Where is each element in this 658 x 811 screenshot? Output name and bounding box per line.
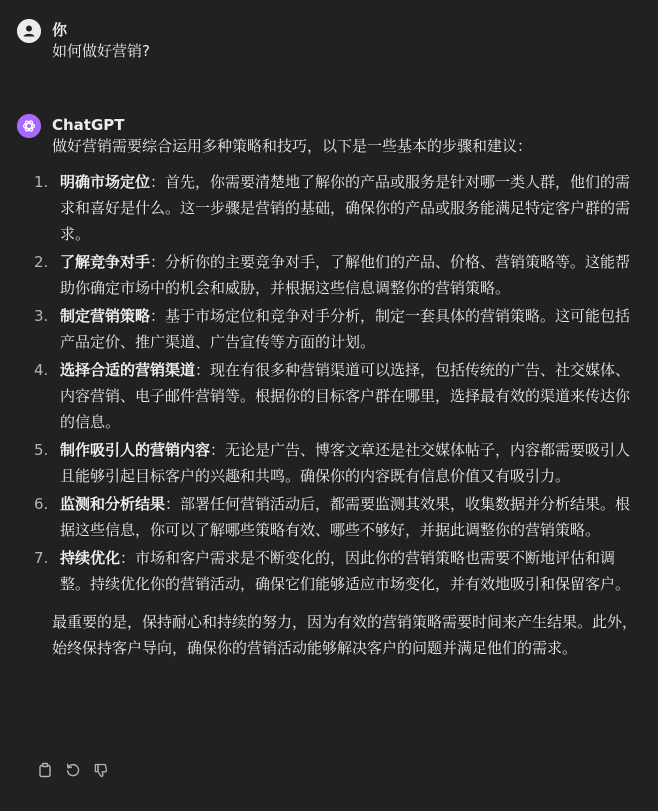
list-item-number: 4. — [34, 361, 49, 379]
thumbs-down-button[interactable] — [91, 760, 111, 780]
list-item — [34, 303, 636, 355]
regenerate-button[interactable] — [63, 760, 83, 780]
list-item-body: ：基于市场定位和竞争对手分析，制定一套具体的营销策略。这可能包括产品定价、推广渠道、广告宣传等方面的计划。 — [60, 307, 631, 351]
summary-text: 最重要的是，保持耐心和持续的努力，因为有效的营销策略需要时间来产生结果。此外，始终保持客户导向，确保你的营销活动能够解决客户的问题并满足他们的需求。 — [52, 613, 638, 657]
list-item-body: ：首先，你需要清楚地了解你的产品或服务是针对哪一类人群，他们的需求和喜好是什么。这一步骤是营销的基础，确保你的产品或服务能满足特定客户群的需求。 — [60, 173, 631, 243]
openai-logo-icon — [17, 114, 41, 138]
list-item-number: 5. — [34, 441, 49, 459]
list-item-title: 监测和分析结果 — [60, 495, 166, 513]
copy-icon — [37, 762, 53, 778]
list-item-number: 6. — [34, 495, 49, 513]
list-item-number: 2. — [34, 253, 49, 271]
list-item — [34, 357, 636, 435]
intro-text: 做好营销需要综合运用多种策略和技巧，以下是一些基本的步骤和建议： — [52, 137, 533, 155]
list-item-body: ：市场和客户需求是不断变化的，因此你的营销策略也需要不断地评估和调整。持续优化你的营销活动，确保它们能够适应市场变化，并有效地吸引和保留客户。 — [60, 549, 631, 593]
list-item — [34, 437, 636, 489]
list-item — [34, 545, 636, 597]
assistant-message — [17, 114, 646, 804]
list-item-title: 明确市场定位 — [60, 173, 151, 191]
user-author-name: 你 — [52, 21, 68, 39]
list-item-number: 7. — [34, 549, 49, 567]
list-item-body: ：部署任何营销活动后，都需要监测其效果，收集数据并分析结果。根据这些信息，你可以了解哪些策略有效、哪些不够好，并据此调整你的营销策略。 — [60, 495, 631, 539]
assistant-message-content — [34, 133, 652, 661]
list-item — [34, 169, 636, 247]
list-item-title: 制作吸引人的营销内容 — [60, 441, 211, 459]
list-item-body: ：无论是广告、博客文章还是社交媒体帖子，内容都需要吸引人且能够引起目标客户的兴趣和共鸣。确保你的内容既有信息价值又有吸引力。 — [60, 441, 631, 485]
copy-button[interactable] — [35, 760, 55, 780]
list-item — [34, 491, 636, 543]
list-item-title: 选择合适的营销渠道 — [60, 361, 196, 379]
list-item-body: ：现在有很多种营销渠道可以选择，包括传统的广告、社交媒体、内容营销、电子邮件营销等。根据你的目标客户群在哪里，选择最有效的渠道来传达你的信息。 — [60, 361, 631, 431]
list-item-body: ：分析你的主要竞争对手，了解他们的产品、价格、营销策略等。这能帮助你确定市场中的机会和威胁，并根据这些信息调整你的营销策略。 — [60, 253, 631, 297]
message-actions — [35, 760, 111, 780]
list-item-number: 3. — [34, 307, 49, 325]
list-item-title: 制定营销策略 — [60, 307, 151, 325]
user-message — [17, 19, 646, 67]
list-item-title: 持续优化 — [60, 549, 121, 567]
user-avatar — [17, 19, 41, 43]
list-item — [34, 249, 636, 301]
assistant-author-name: ChatGPT — [52, 116, 125, 134]
list-item-title: 了解竞争对手 — [60, 253, 151, 271]
chatgpt-avatar — [17, 114, 41, 138]
list-item-number: 1. — [34, 173, 49, 191]
steps-list — [34, 169, 652, 597]
user-icon — [17, 19, 41, 43]
user-message-text: 如何做好营销? — [52, 42, 150, 60]
regenerate-icon — [65, 762, 81, 778]
thumbs-down-icon — [93, 762, 109, 778]
